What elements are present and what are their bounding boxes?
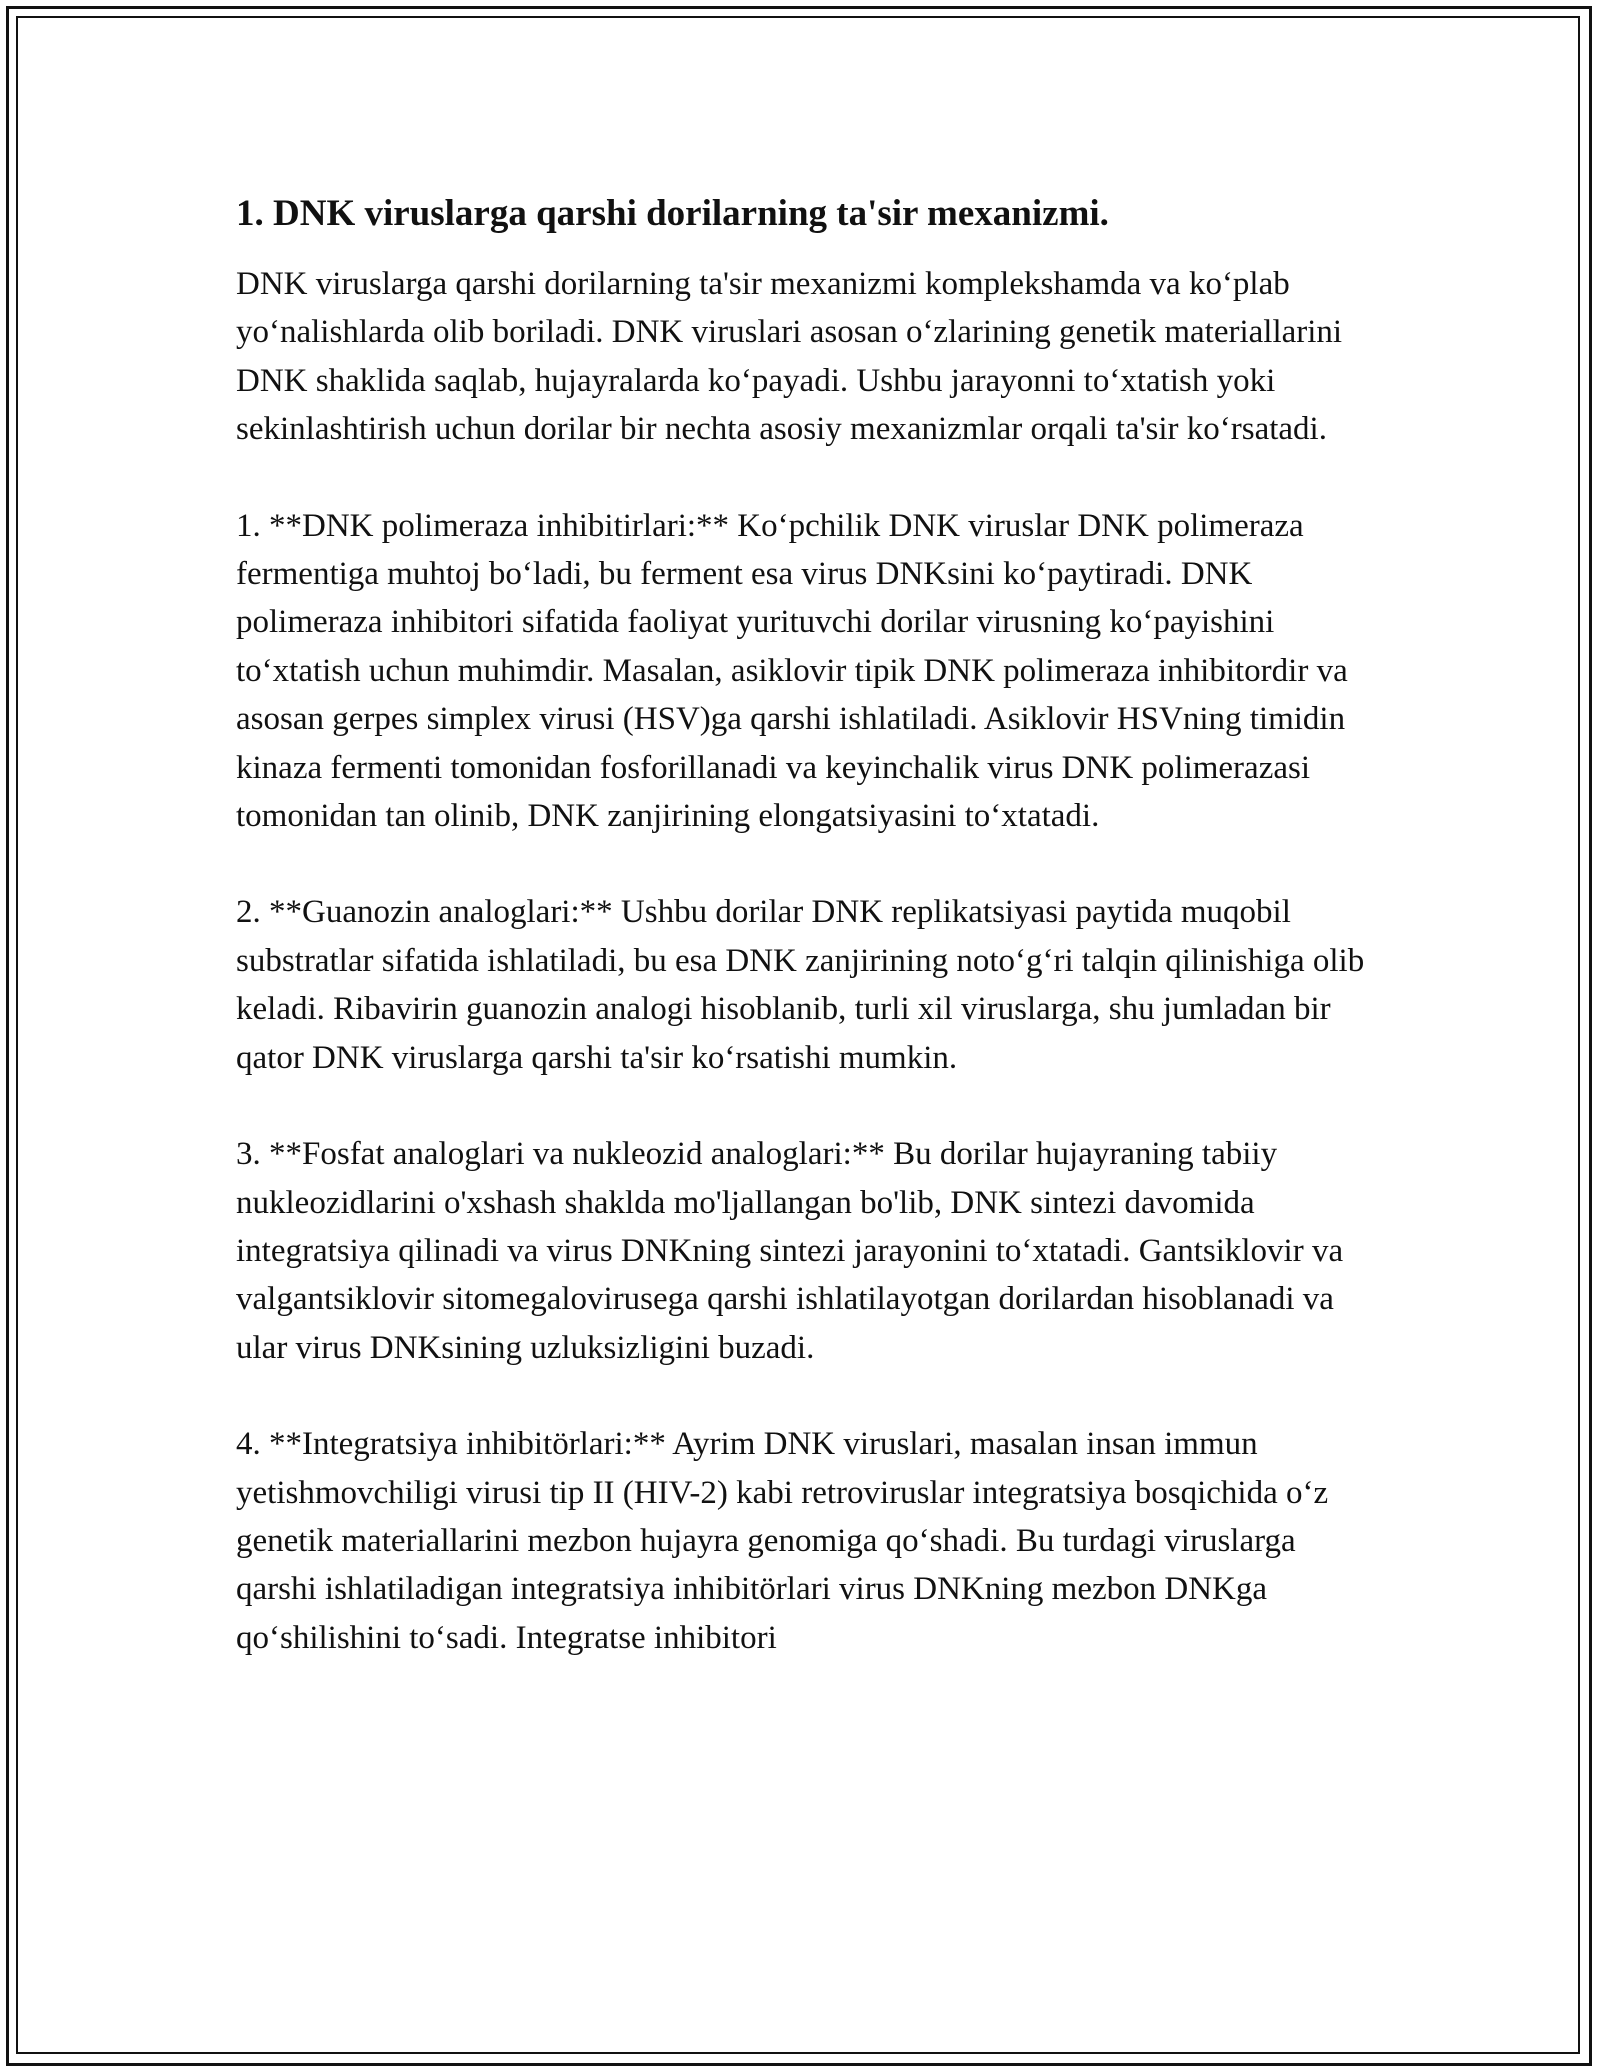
paragraph-phosphate-nucleoside-analogs: 3. **Fosfat analoglari va nukleozid analoglari:** Bu dorilar hujayraning tabiiy nukleozidlarini o'xshash shaklda mo'ljallangan bo'lib, DNK sintezi davomida integratsiya qilinadi va virus DNKning sintezi jarayonini to‘xtatadi. Gantsiklovir va valgantsiklovir sitomegalovirusega qarshi ishlatilayotgan dorilardan hisoblanadi va ular virus DNKsining uzluksizligini buzadi.: [236, 1136, 1344, 1366]
intro-paragraph: DNK viruslarga qarshi dorilarning ta'sir mexanizmi komplekshamda va ko‘plab yo‘nalishlarda olib boriladi. DNK viruslari asosan o‘zlarining genetik materiallarini DNK shaklida saqlab, hujayralarda ko‘payadi. Ushbu jarayonni to‘xtatish yoki sekinlashtirish uchun dorilar bir nechta asosiy mexanizmlar orqali ta'sir ko‘rsatadi.: [236, 266, 1343, 448]
paragraph-integration-inhibitors: 4. **Integratsiya inhibitörlari:** Ayrim DNK viruslari, masalan insan immun yetishmovchiligi virusi tip II (HIV-2) kabi retroviruslar integratsiya bosqichida o‘z genetik materiallarini mezbon hujayra genomiga qo‘shadi. Bu turdagi viruslarga qarshi ishlatiladigan integratsiya inhibitörlari virus DNKning mezbon DNKga qo‘shilishini to‘sadi. Integratse inhibitori: [236, 1426, 1329, 1656]
document-body: [236, 190, 1366, 1662]
paragraph-guanosine-analogs: 2. **Guanozin analoglari:** Ushbu dorilar DNK replikatsiyasi paytida muqobil substratlar sifatida ishlatiladi, bu esa DNK zanjirining noto‘g‘ri talqin qilinishiga olib keladi. Ribavirin guanozin analogi hisoblanib, turli xil viruslarga, shu jumladan bir qator DNK viruslarga qarshi ta'sir ko‘rsatishi mumkin.: [236, 894, 1365, 1076]
paragraph-dnk-polymerase-inhibitors: 1. **DNK polimeraza inhibitirlari:** Ko‘pchilik DNK viruslar DNK polimeraza fermentiga muhtoj bo‘ladi, bu ferment esa virus DNKsini ko‘paytiradi. DNK polimeraza inhibitori sifatida faoliyat yurituvchi dorilar virusning ko‘payishini to‘xtatish uchun muhimdir. Masalan, asiklovir tipik DNK polimeraza inhibitordir va asosan gerpes simplex virusi (HSV)ga qarshi ishlatiladi. Asiklovir HSVning timidin kinaza fermenti tomonidan fosforillanadi va keyinchalik virus DNK polimerazasi tomonidan tan olinib, DNK zanjirining elongatsiyasini to‘xtatadi.: [236, 507, 1348, 835]
section-heading: 1. DNK viruslarga qarshi dorilarning ta'sir mexanizmi.: [236, 193, 1109, 234]
